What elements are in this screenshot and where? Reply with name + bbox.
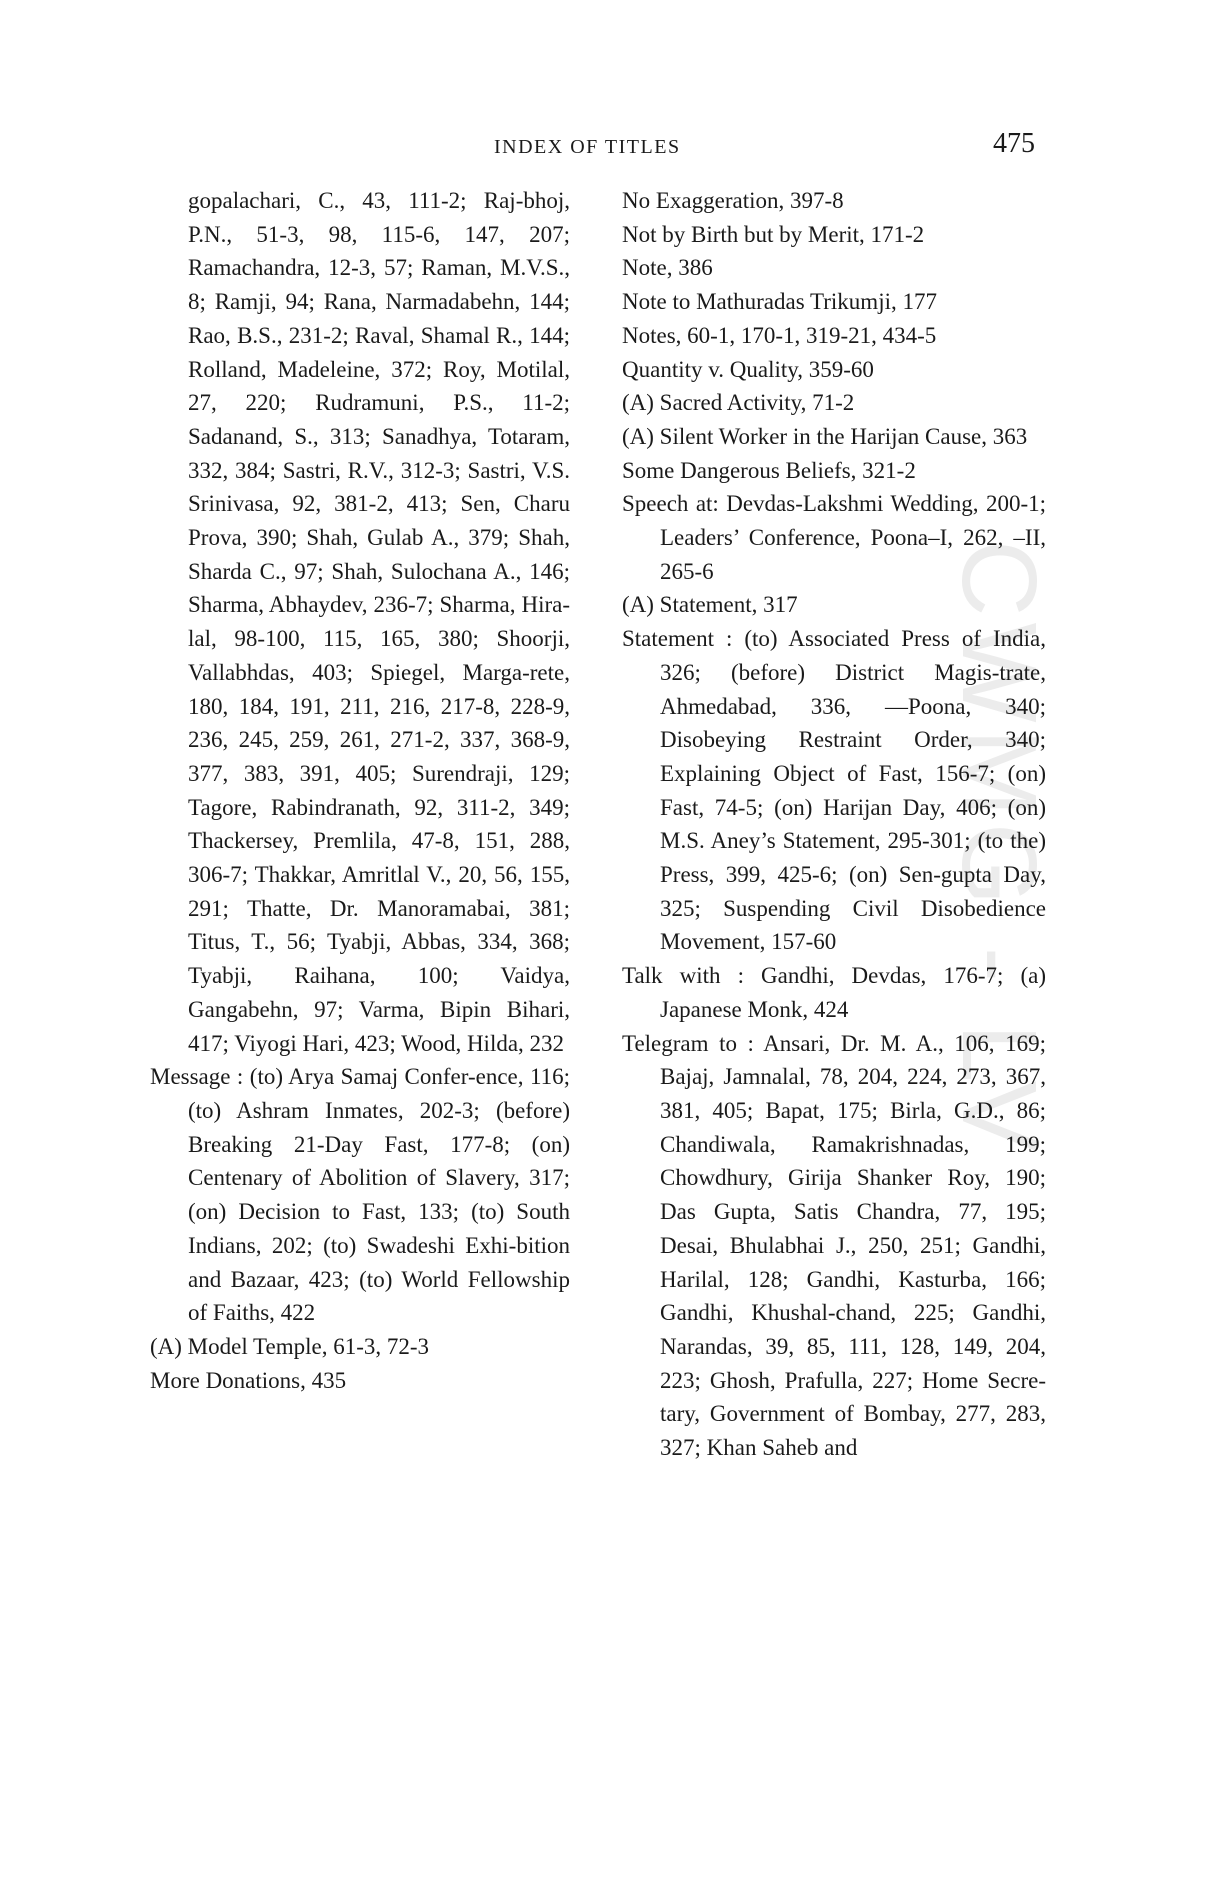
index-entry: (A) Statement, 317 bbox=[622, 592, 798, 618]
index-entry: Quantity v. Quality, 359-60 bbox=[622, 356, 874, 382]
index-entry: (A) Silent Worker in the Harijan Cause, 363 bbox=[622, 423, 1028, 449]
index-entry: Notes, 60-1, 170-1, 319-21, 434-5 bbox=[622, 322, 937, 348]
index-entry: gopalachari, C., 43, 111-2; Raj-bhoj, P.N., 51-3, 98, 115-6, 147, 207; Ramachandra, 12-3, 57; Raman, M.V.S., 8; Ramji, 94; Rana, Narmadabehn, 144; Rao, B.S., 231-2; Raval, Shamal R., 144; Rolland, Madeleine, 372; Roy, Motilal, 27, 220; Rudramuni, P.S., 11-2; Sadanand, S., 313; Sanadhya, Totaram, 332, 384; Sastri, R.V., 312-3; Sastri, V.S. Srinivasa, 92, 381-2, 413; Sen, Charu Prova, 390; Shah, Gulab A., 379; Shah, Sharda C., 97; Shah, Sulochana A., 146; Sharma, Abhaydev, 236-7; Sharma, Hira-lal, 98-100, 115, 165, 380; Shoorji, Vallabhdas, 403; Spiegel, Marga-rete, 180, 184, 191, 211, 216, 217-8, 228-9, 236, 245, 259, 261, 271-2, 337, 368-9, 377, 383, 391, 405; Surendraji, 129; Tagore, Rabindranath, 92, 311-2, 349; Thackersey, Premlila, 47-8, 151, 288, 306-7; Thakkar, Amritlal V., 20, 56, 155, 291; Thatte, Dr. Manoramabai, 381; Titus, T., 56; Tyabji, Abbas, 334, 368; Tyabji, Raihana, 100; Vaidya, Gangabehn, 97; Varma, Bipin Bihari, 417; Viyogi Hari, 423; Wood, Hilda, 232 bbox=[188, 188, 570, 1056]
index-entry: Note to Mathuradas Trikumji, 177 bbox=[622, 289, 937, 315]
index-entry: (A) Sacred Activity, 71-2 bbox=[622, 390, 855, 416]
index-entry: Talk with : Gandhi, Devdas, 176-7; (a) Japanese Monk, 424 bbox=[622, 963, 1046, 1022]
index-entry: Some Dangerous Beliefs, 321-2 bbox=[622, 457, 916, 483]
index-entry: Speech at: Devdas-Lakshmi Wedding, 200-1; Leaders’ Conference, Poona–I, 262, –II, 265-6 bbox=[622, 491, 1046, 584]
index-entry: Note, 386 bbox=[622, 255, 713, 281]
index-column-right bbox=[622, 184, 1046, 1465]
index-entry: (A) Model Temple, 61-3, 72-3 bbox=[150, 1333, 430, 1359]
index-entry: Telegram to : Ansari, Dr. M. A., 106, 169; Bajaj, Jamnalal, 78, 204, 224, 273, 367, 381, 405; Bapat, 175; Birla, G.D., 86; Chandiwala, Ramakrishnadas, 199; Chowdhury, Girija Shanker Roy, 190; Das Gupta, Satis Chandra, 77, 195; Desai, Bhulabhai J., 250, 251; Gandhi, Harilal, 128; Gandhi, Kasturba, 166; Gandhi, Khushal-chand, 225; Gandhi, Narandas, 39, 85, 111, 128, 149, 204, 223; Ghosh, Prafulla, 227; Home Secre-tary, Government of Bombay, 277, 283, 327; Khan Saheb and bbox=[622, 1030, 1046, 1461]
index-entry: More Donations, 435 bbox=[150, 1367, 347, 1393]
page-number: 475 bbox=[993, 128, 1035, 159]
index-entry: Message : (to) Arya Samaj Confer-ence, 116; (to) Ashram Inmates, 202-3; (before) Breaking 21-Day Fast, 177-8; (on) Centenary of Abolition of Slavery, 317; (on) Decision to Fast, 133; (to) South Indians, 202; (to) Swadeshi Exhi-bition and Bazaar, 423; (to) World Fellowship of Faiths, 422 bbox=[150, 1064, 570, 1326]
index-entry: Statement : (to) Associated Press of India, 326; (before) District Magis-trate, Ahmedabad, 336, —Poona, 340; Disobeying Restraint Order, 340; Explaining Object of Fast, 156-7; (on) Fast, 74-5; (on) Harijan Day, 406; (on) M.S. Aney’s Statement, 295-301; (to the) Press, 399, 425-6; (on) Sen-gupta Day, 325; Suspending Civil Disobedience Movement, 157-60 bbox=[622, 626, 1046, 955]
watermark: CWMG - LV bbox=[940, 540, 1058, 1158]
index-entry: No Exaggeration, 397-8 bbox=[622, 188, 844, 213]
index-entry: Not by Birth but by Merit, 171-2 bbox=[622, 221, 925, 247]
index-column-left bbox=[150, 184, 570, 1397]
running-head-title: INDEX OF TITLES bbox=[494, 136, 681, 158]
